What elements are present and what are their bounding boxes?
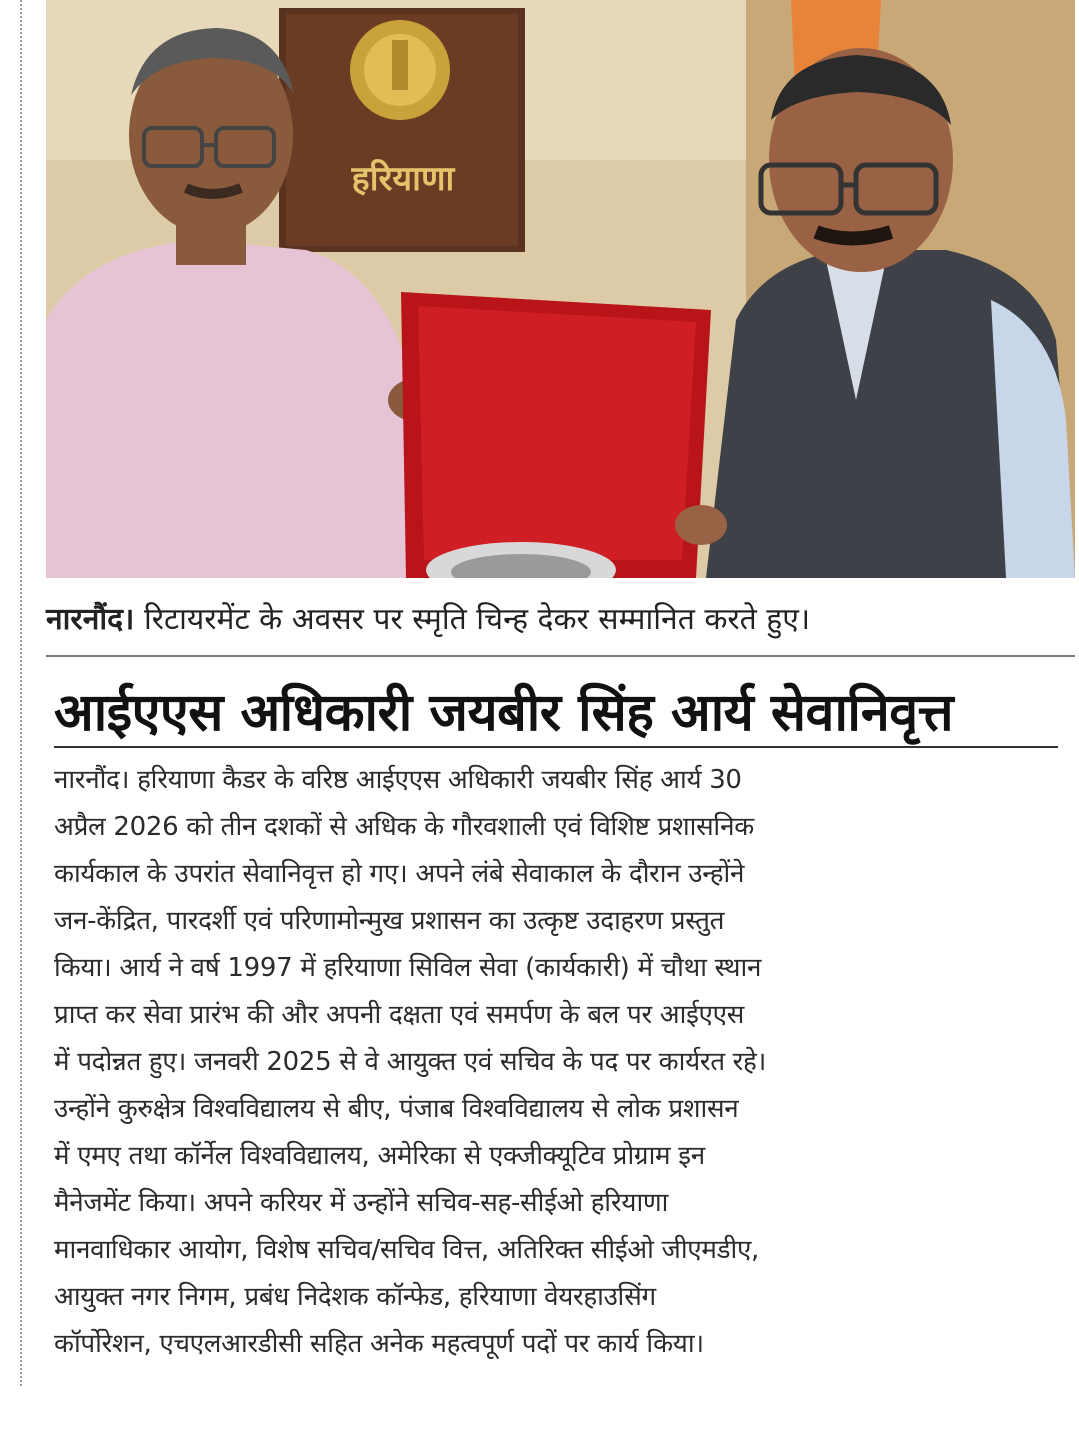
memento-box <box>401 292 711 578</box>
body-line: उन्होंने कुरुक्षेत्र विश्वविद्यालय से बीए, पंजाब विश्वविद्यालय से लोक प्रशासन <box>54 1094 739 1124</box>
body-line: में एमए तथा कॉर्नेल विश्वविद्यालय, अमेरिका से एक्जीक्यूटिव प्रोग्राम इन <box>54 1141 705 1171</box>
photo-caption <box>46 598 1075 642</box>
emblem-board <box>279 8 525 252</box>
body-line: नारनौंद। हरियाणा कैडर के वरिष्ठ आईएएस अधिकारी जयबीर सिंह आर्य 30 <box>54 765 742 795</box>
body-line: मैनेजमेंट किया। अपने करियर में उन्होंने सचिव-सह-सीईओ हरियाणा <box>54 1188 669 1218</box>
caption-text: रिटायरमेंट के अवसर पर स्मृति चिन्ह देकर सम्मानित करते हुए। <box>134 602 811 637</box>
photo-illustration <box>46 0 1075 578</box>
body-line: अप्रैल 2026 को तीन दशकों से अधिक के गौरवशाली एवं विशिष्ट प्रशासनिक <box>54 812 754 842</box>
body-line: किया। आर्य ने वर्ष 1997 में हरियाणा सिविल सेवा (कार्यकारी) में चौथा स्थान <box>54 953 762 983</box>
body-line: जन-केंद्रित, पारदर्शी एवं परिणामोन्मुख प्रशासन का उत्कृष्ट उदाहरण प्रस्तुत <box>54 906 725 936</box>
headline-underline <box>54 746 1058 748</box>
news-photo <box>46 0 1075 578</box>
body-line: में पदोन्नत हुए। जनवरी 2025 से वे आयुक्त एवं सचिव के पद पर कार्यरत रहे। <box>54 1047 767 1077</box>
body-line: कार्यकाल के उपरांत सेवानिवृत्त हो गए। अपने लंबे सेवाकाल के दौरान उन्होंने <box>54 859 745 889</box>
body-line: कॉर्पोरेशन, एचएलआरडीसी सहित अनेक महत्वपूर्ण पदों पर कार्य किया। <box>54 1329 704 1359</box>
caption-place: नारनौंद। <box>46 602 135 637</box>
column-rule <box>20 0 22 1386</box>
body-line: मानवाधिकार आयोग, विशेष सचिव/सचिव वित्त, अतिरिक्त सीईओ जीएमडीए, <box>54 1235 759 1265</box>
body-line: आयुक्त नगर निगम, प्रबंध निदेशक कॉन्फेड, हरियाणा वेयरहाउसिंग <box>54 1282 656 1312</box>
caption-divider <box>46 655 1075 657</box>
article-headline: आईएएस अधिकारी जयबीर सिंह आर्य सेवानिवृत्त <box>54 683 954 743</box>
body-line: प्राप्त कर सेवा प्रारंभ की और अपनी दक्षता एवं समर्पण के बल पर आईएएस <box>54 1000 744 1030</box>
article-body <box>54 757 1058 1368</box>
emblem-text: हरियाणा <box>351 159 455 199</box>
